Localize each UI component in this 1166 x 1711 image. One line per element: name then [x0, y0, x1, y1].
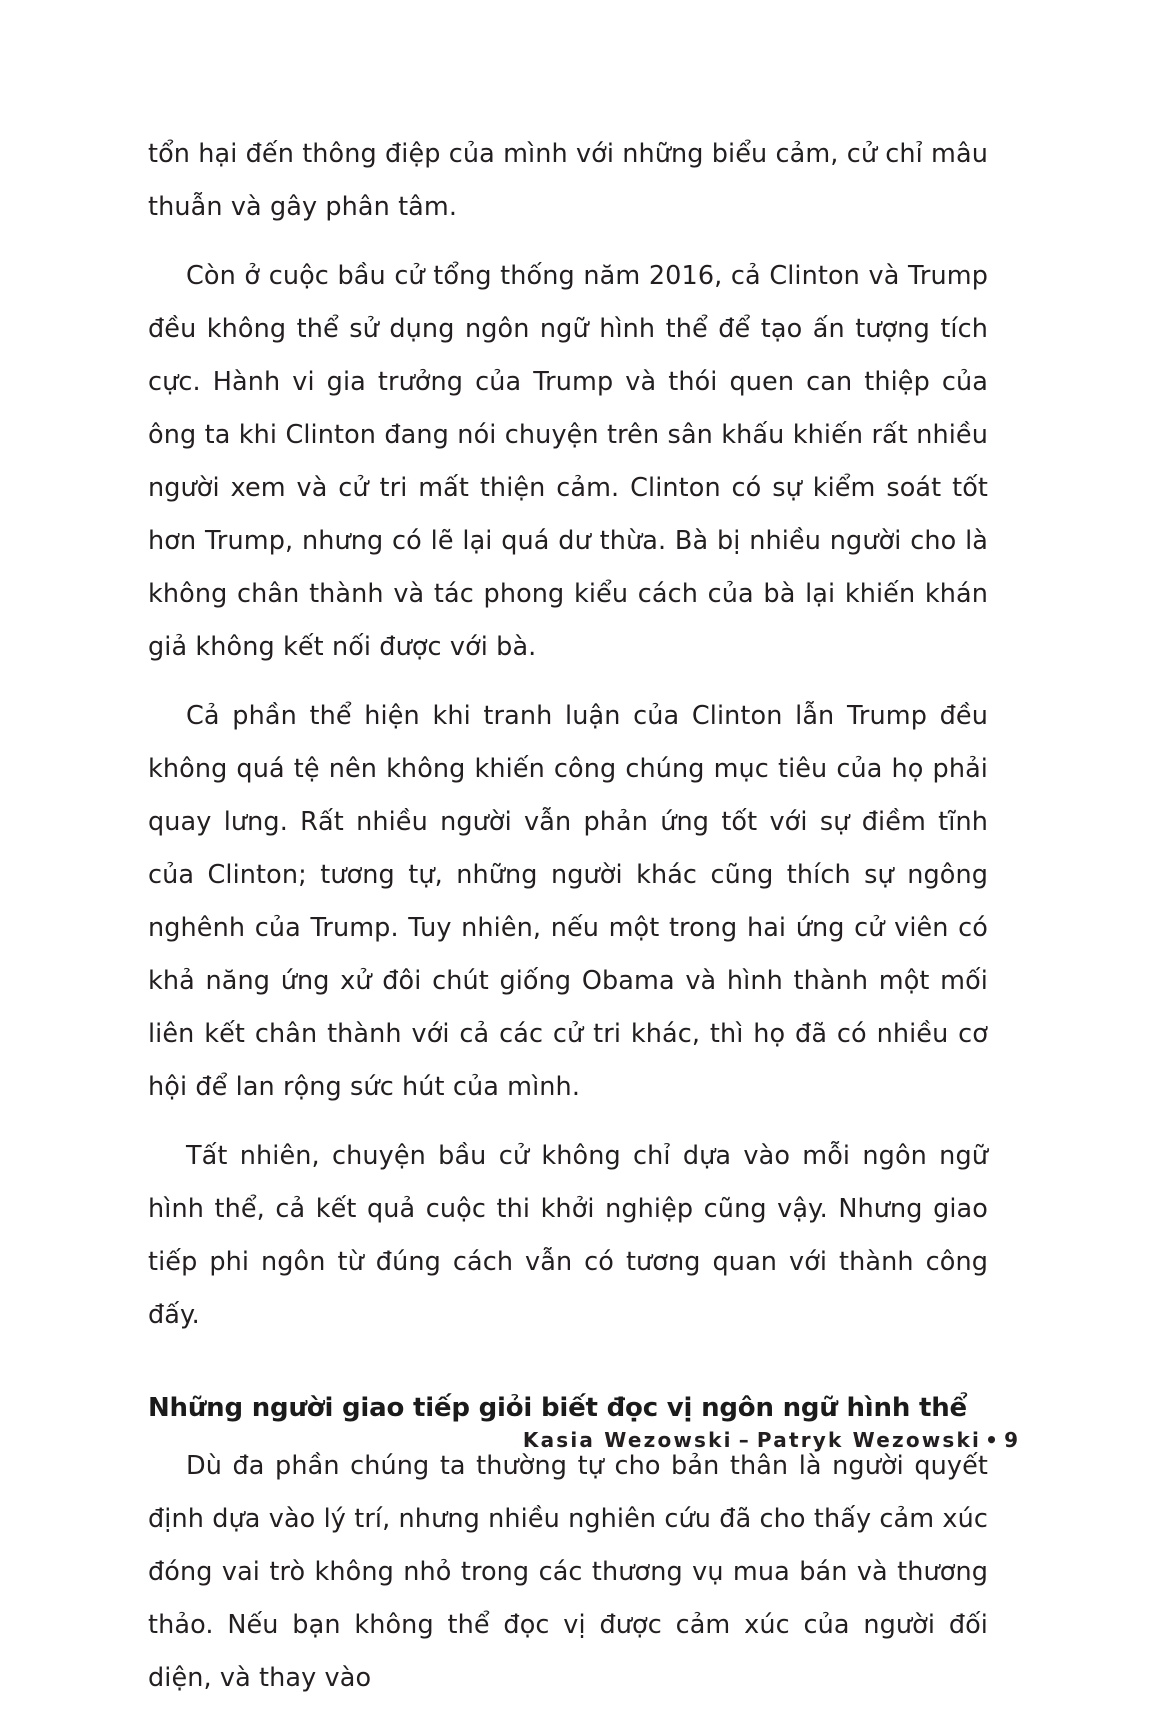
paragraph-2: Còn ở cuộc bầu cử tổng thống năm 2016, cả Clinton và Trump đều không thể sử dụng ngôn ngữ hình thể để tạo ấn tượng tích cực. Hành vi gia trưởng của Trump và thói quen can thiệp của ông ta khi Clinton đang nói chuyện trên sân khấu khiến rất nhiều người xem và cử tri mất thiện cảm. Clinton có sự kiểm soát tốt hơn Trump, nhưng có lẽ lại quá dư thừa. Bà bị nhiều người cho là không chân thành và tác phong kiểu cách của bà lại khiến khán giả không kết nối được với bà.	[148, 261, 988, 662]
paragraph-4: Tất nhiên, chuyện bầu cử không chỉ dựa vào mỗi ngôn ngữ hình thể, cả kết quả cuộc thi khởi nghiệp cũng vậy. Nhưng giao tiếp phi ngôn từ đúng cách vẫn có tương quan với thành công đấy.	[148, 1141, 988, 1330]
footer-page-number: 9	[1004, 1428, 1018, 1452]
paragraph-5: Dù đa phần chúng ta thường tự cho bản thân là người quyết định dựa vào lý trí, nhưng nhiều nghiên cứu đã cho thấy cảm xúc đóng vai trò không nhỏ trong các thương vụ mua bán và thương thảo. Nếu bạn không thể đọc vị được cảm xúc của người đối diện, và thay vào	[148, 1451, 988, 1693]
paragraph-3: Cả phần thể hiện khi tranh luận của Clinton lẫn Trump đều không quá tệ nên không khiến công chúng mục tiêu của họ phải quay lưng. Rất nhiều người vẫn phản ứng tốt với sự điềm tĩnh của Clinton; tương tự, những người khác cũng thích sự ngông nghênh của Trump. Tuy nhiên, nếu một trong hai ứng cử viên có khả năng ứng xử đôi chút giống Obama và hình thành một mối liên kết chân thành với cả các cử tri khác, thì họ đã có nhiều cơ hội để lan rộng sức hút của mình.	[148, 701, 988, 1102]
page-footer	[148, 1428, 1018, 1452]
section-heading: Những người giao tiếp giỏi biết đọc vị ngôn ngữ hình thể	[148, 1393, 967, 1423]
footer-author-two: Patryk Wezowski	[756, 1428, 982, 1452]
footer-separator: –	[738, 1428, 751, 1452]
footer-author-one: Kasia Wezowski	[522, 1428, 733, 1452]
page-body	[148, 128, 988, 1711]
footer-dot: •	[985, 1428, 1001, 1452]
paragraph-1: tổn hại đến thông điệp của mình với những biểu cảm, cử chỉ mâu thuẫn và gây phân tâm.	[148, 139, 988, 222]
